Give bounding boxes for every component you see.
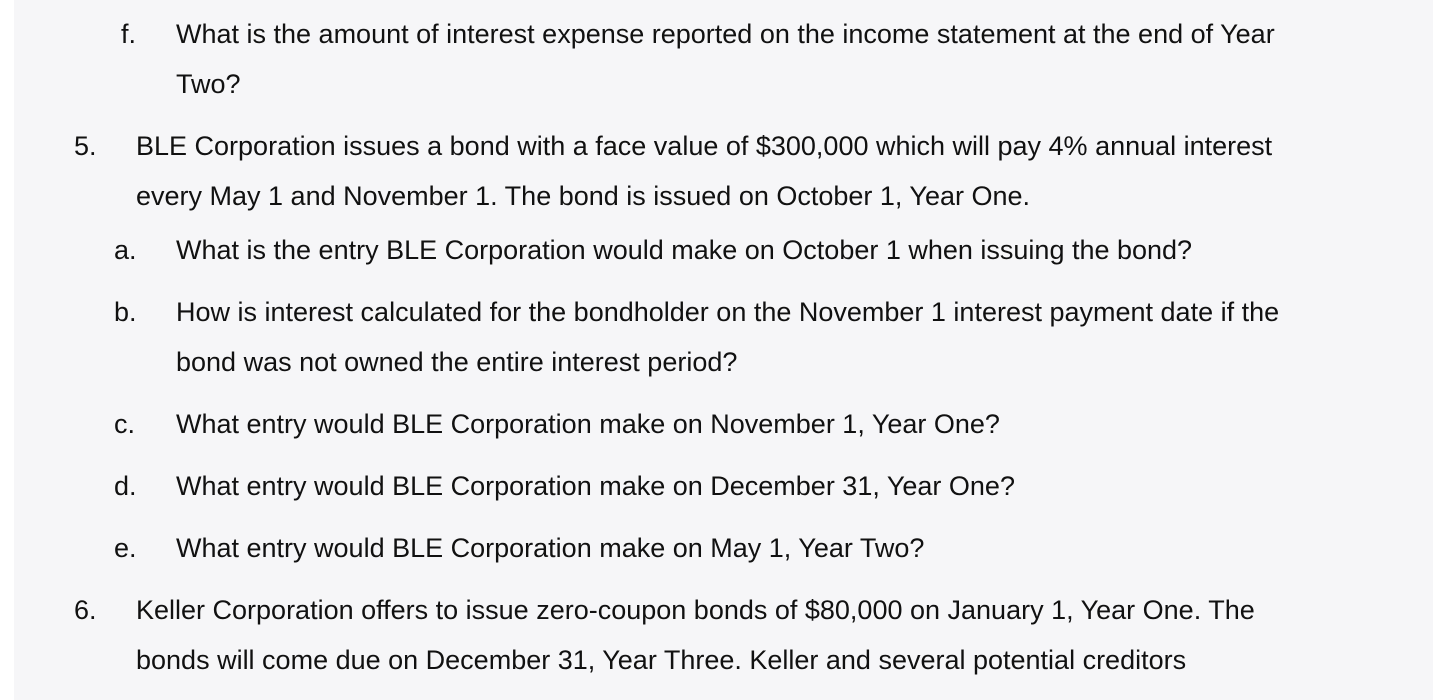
item-marker: c. xyxy=(114,409,136,439)
question-line: Keller Corporation offers to issue zero-coupon bonds of $80,000 on January 1, Year One. The xyxy=(136,595,1255,625)
document-page xyxy=(14,0,1433,700)
item-marker: b. xyxy=(114,297,137,327)
question-line: every May 1 and November 1. The bond is issued on October 1, Year One. xyxy=(136,181,1031,211)
item-marker: e. xyxy=(114,533,137,563)
item-line: How is interest calculated for the bondholder on the November 1 interest payment date if the xyxy=(176,297,1280,327)
item-line: What entry would BLE Corporation make on May 1, Year Two? xyxy=(176,533,925,563)
question-line: bonds will come due on December 31, Year Three. Keller and several potential creditors xyxy=(136,645,1187,675)
question-number: 5. xyxy=(74,131,97,161)
item-marker: d. xyxy=(114,471,137,501)
question-line: BLE Corporation issues a bond with a face value of $300,000 which will pay 4% annual interest xyxy=(136,131,1273,161)
question-number: 6. xyxy=(74,595,97,625)
item-line: What entry would BLE Corporation make on November 1, Year One? xyxy=(176,409,1000,439)
item-line: Two? xyxy=(176,69,241,99)
item-line: What is the amount of interest expense reported on the income statement at the end of Year xyxy=(176,19,1275,49)
item-line: bond was not owned the entire interest period? xyxy=(176,347,738,377)
item-marker: a. xyxy=(114,235,137,265)
item-line: What is the entry BLE Corporation would make on October 1 when issuing the bond? xyxy=(176,235,1193,265)
item-marker: f. xyxy=(121,19,137,49)
item-line: What entry would BLE Corporation make on December 31, Year One? xyxy=(176,471,1015,501)
